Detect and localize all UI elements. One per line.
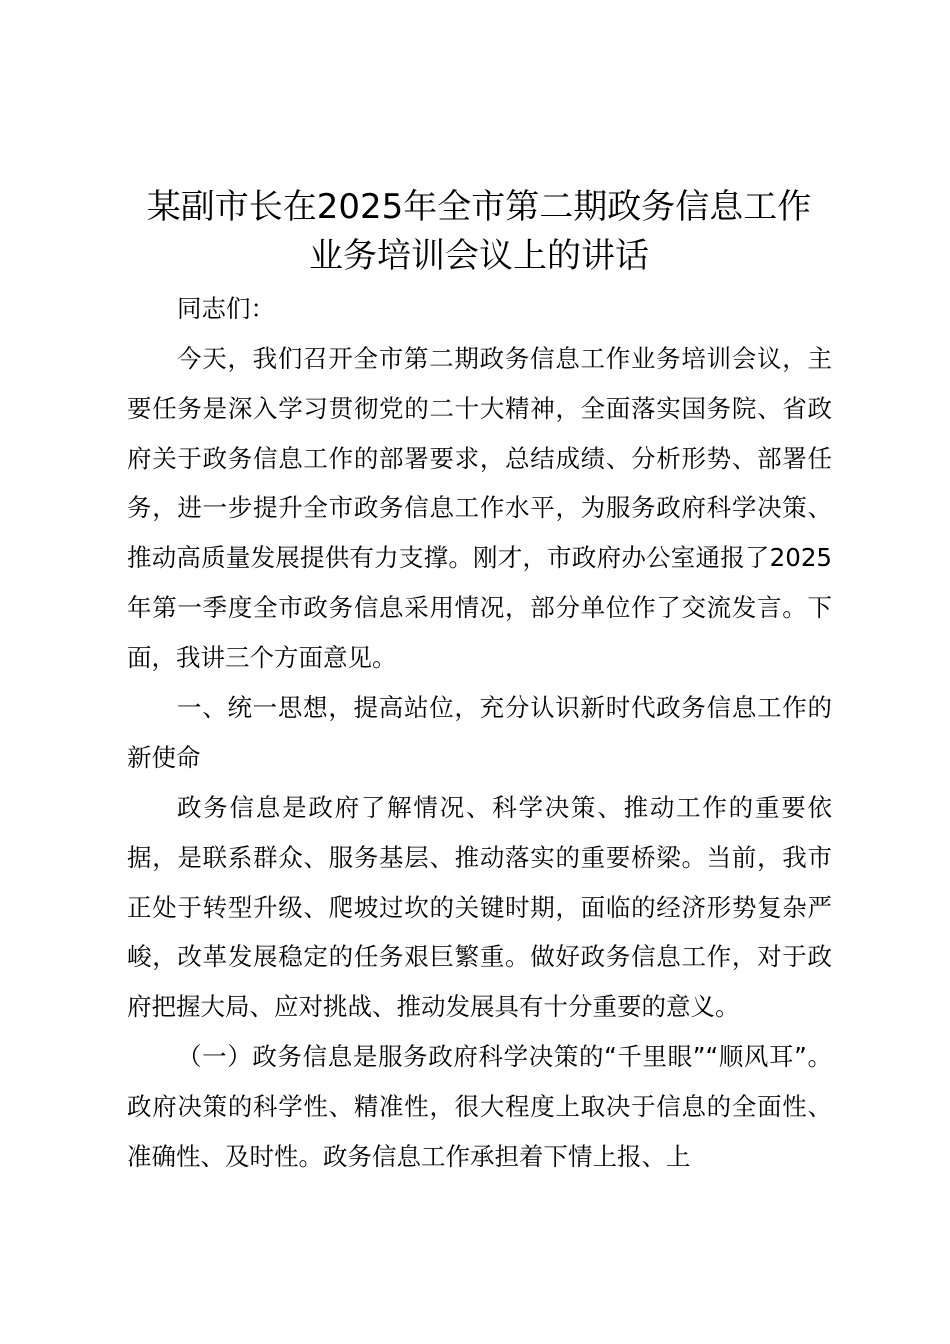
- document-title-line-2: 业务培训会议上的讲话: [309, 236, 649, 276]
- paragraph-subsection-1: （一）政务信息是服务政府科学决策的“千里眼”“顺风耳”。政府决策的科学性、精准性，很大程度上取决于信息的全面性、准确性、及时性。政务信息工作承担着下情上报、上: [127, 1042, 832, 1171]
- document-title-line-1: 某副市长在2025年全市第二期政务信息工作: [146, 187, 812, 227]
- paragraph-section-1: 政务信息是政府了解情况、科学决策、推动工作的重要依据，是联系群众、服务基层、推动落实的重要桥梁。当前，我市正处于转型升级、爬坡过坎的关键时期，面临的经济形势复杂严峻，改革发展稳定的任务艰巨繁重。做好政务信息工作，对于政府把握大局、应对挑战、推动发展具有十分重要的意义。: [127, 793, 832, 1022]
- salutation: 同志们：: [177, 294, 275, 323]
- paragraph-intro: 今天，我们召开全市第二期政务信息工作业务培训会议，主要任务是深入学习贯彻党的二十大精神，全面落实国务院、省政府关于政务信息工作的部署要求，总结成绩、分析形势、部署任务，进一步提升全市政务信息工作水平，为服务政府科学决策、推动高质量发展提供有力支撑。刚才，市政府办公室通报了2025年第一季度全市政务信息采用情况，部分单位作了交流发言。下面，我讲三个方面意见。: [127, 344, 832, 672]
- section-heading-1: 一、统一思想，提高站位，充分认识新时代政务信息工作的新使命: [127, 693, 832, 772]
